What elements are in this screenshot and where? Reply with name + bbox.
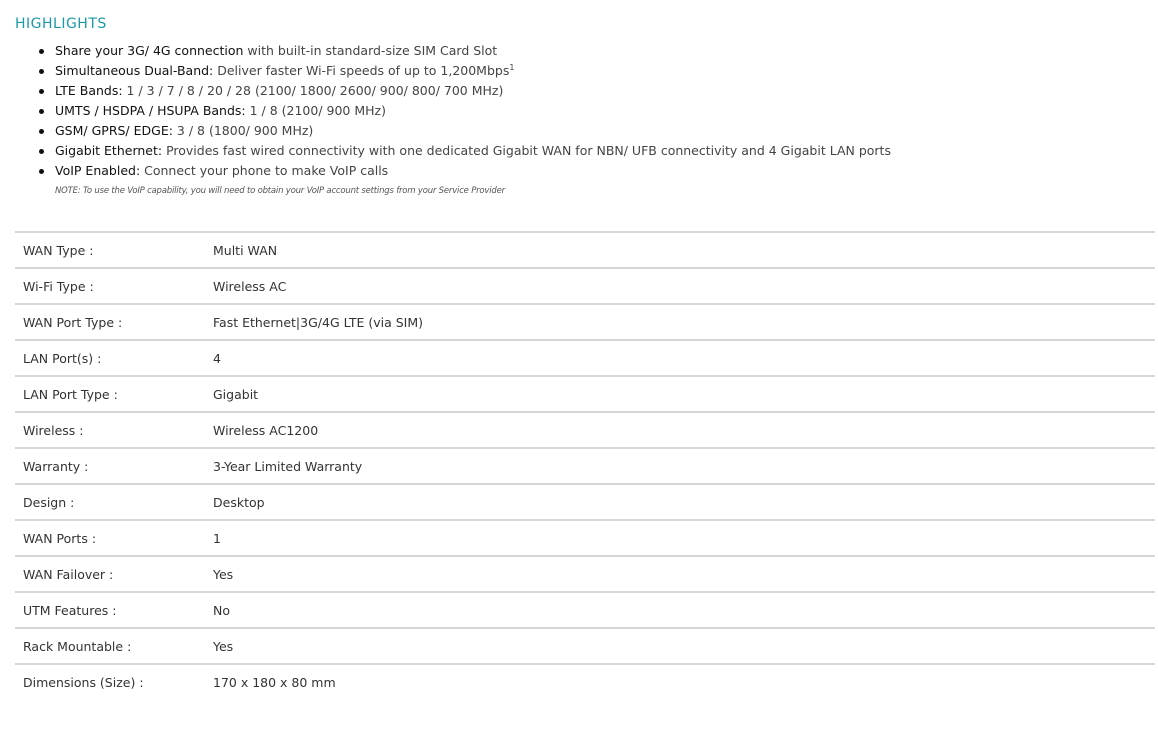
spec-value: Wireless AC: [213, 278, 287, 294]
spec-label: Dimensions (Size) :: [23, 675, 144, 690]
highlight-key: Gigabit Ethernet:: [55, 143, 163, 158]
highlight-key: GSM/ GPRS/ EDGE:: [55, 123, 173, 138]
highlight-key: UMTS / HSDPA / HSUPA Bands:: [55, 103, 246, 118]
voip-note: NOTE: To use the VoIP capability, you will need to obtain your VoIP account settings from your Service Provider: [55, 186, 505, 196]
spec-value: Desktop: [213, 494, 265, 510]
table-row: [15, 268, 1155, 304]
table-row: [15, 448, 1155, 484]
table-row: [15, 592, 1155, 628]
spec-label: WAN Port Type :: [23, 314, 123, 330]
spec-label: WAN Failover :: [23, 566, 114, 582]
spec-label: Warranty :: [23, 458, 89, 474]
highlights-heading: HIGHLIGHTS: [15, 16, 107, 32]
spec-label: LAN Port(s) :: [23, 350, 102, 366]
table-row: [15, 520, 1155, 556]
spec-label: Design :: [23, 494, 75, 510]
highlight-key: Simultaneous Dual-Band:: [55, 63, 214, 78]
table-row: [15, 340, 1155, 376]
spec-label: Wi-Fi Type :: [23, 278, 94, 294]
spec-value: Yes: [213, 638, 234, 654]
table-row: [15, 376, 1155, 412]
list-item: [55, 141, 1145, 161]
spec-value: Gigabit: [213, 386, 259, 402]
table-row: [15, 412, 1155, 448]
spec-value: No: [213, 602, 230, 618]
table-row: [15, 484, 1155, 520]
spec-label: Wireless :: [23, 422, 84, 438]
table-row: [15, 304, 1155, 340]
highlights-list: [55, 41, 1145, 181]
spec-label: Rack Mountable :: [23, 638, 132, 654]
highlight-text: with built-in standard-size SIM Card Slot: [243, 43, 498, 58]
spec-value: Multi WAN: [213, 242, 278, 258]
list-item: [55, 101, 1145, 121]
spec-label: WAN Ports :: [23, 530, 97, 546]
table-row: [15, 628, 1155, 664]
spec-label: WAN Type :: [23, 242, 94, 258]
spec-value: Wireless AC1200: [213, 422, 319, 438]
table-row: [15, 232, 1155, 268]
highlight-key: VoIP Enabled:: [55, 163, 141, 178]
spec-label: UTM Features :: [23, 602, 117, 618]
footnote-marker: 1: [509, 63, 515, 72]
table-row: [15, 664, 1155, 700]
spec-value: 4: [213, 350, 221, 366]
highlight-text: 3 / 8 (1800/ 900 MHz): [172, 123, 314, 138]
spec-value: 1: [213, 530, 221, 546]
list-item: [55, 41, 1145, 61]
highlight-text: Connect your phone to make VoIP calls: [140, 163, 389, 178]
spec-value: 170 x 180 x 80 mm: [213, 675, 336, 690]
highlight-text: 1 / 3 / 7 / 8 / 20 / 28 (2100/ 1800/ 2600/ 900/ 800/ 700 MHz): [122, 83, 504, 98]
spec-value: Yes: [213, 566, 234, 582]
highlight-text: Deliver faster Wi-Fi speeds of up to 1,200Mbps: [213, 63, 510, 78]
highlight-key: Share your 3G/ 4G connection: [55, 43, 244, 58]
spec-value: 3-Year Limited Warranty: [213, 458, 363, 474]
list-item: [55, 121, 1145, 141]
list-item: [55, 81, 1145, 101]
list-item: [55, 61, 1145, 81]
spec-label: LAN Port Type :: [23, 386, 118, 402]
spec-table: [15, 231, 1155, 700]
spec-value: Fast Ethernet|3G/4G LTE (via SIM): [213, 314, 424, 330]
highlight-text: 1 / 8 (2100/ 900 MHz): [245, 103, 386, 118]
highlight-text: Provides fast wired connectivity with one dedicated Gigabit WAN for NBN/ UFB connectivity and 4 Gigabit LAN ports: [162, 143, 891, 158]
list-item: [55, 161, 1145, 181]
table-row: [15, 556, 1155, 592]
highlight-key: LTE Bands:: [55, 83, 123, 98]
